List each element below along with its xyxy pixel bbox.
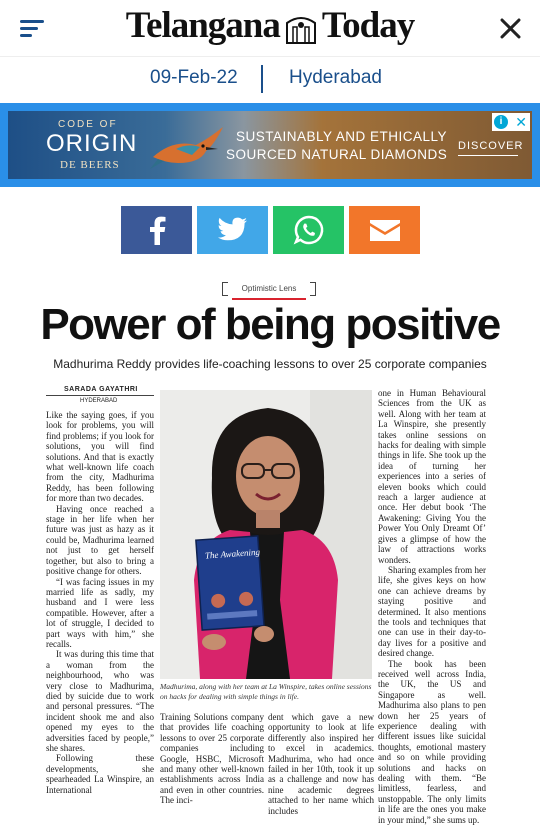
adchoices-icon[interactable]: i (494, 115, 508, 129)
article-subhead: Madhurima Reddy provides life-coaching lessons to over 25 corporate companies (53, 357, 487, 371)
article-dateline: HYDERABAD (80, 398, 118, 404)
top-bar (0, 0, 540, 56)
article-photo (160, 390, 372, 679)
byline-rule (46, 395, 154, 396)
article-column-4 (378, 388, 486, 825)
edition-city[interactable]: Hyderabad (289, 67, 382, 88)
paragraph: Having once reached a stage in her life when her future was just as hazy as it could be, Madhurima learned not just to get herself together, but also to bring a positive change for others. (46, 503, 154, 577)
share-whatsapp-button[interactable] (273, 206, 344, 254)
ad-origin: ORIGIN (46, 130, 138, 157)
divider (261, 65, 263, 93)
article-column-3: dent which gave a new opportunity to look at life differently also inspired her to excel in academics. Madhurima, who had once failed in her 10th, took it up as a challenge and now has nine academic degrees attached to her name which includes (268, 712, 374, 816)
paragraph: Like the saying goes, if you look for problems, you will find problems; if you look for solutions, you will find solutions. And that is exactly what well-known life coach from the city, Madhurima Reddy, has been following for more than two decades. (46, 410, 154, 504)
share-twitter-button[interactable] (197, 206, 268, 254)
paragraph: The book has been received well across India, the UK, the US and Singapore as well. Madhurima also plans to pen down her 25 years of experience dealing with different issues like suicidal thoughts, emotional mastery and so on while providing solutions and hacks on dealing with them. “Be limitless, fearless, and unstoppable. The only limits in life are the ones you make in your mind,” she sums up. (378, 658, 486, 825)
bird-illustration (148, 119, 228, 175)
paragraph: It was during this time that a woman from the neighbourhood, who was very close to Madhurima, died by suicide due to work and personal pressures. “The incident shook me and also opened my eyes to the adversities faced by people,” she shares. (46, 649, 154, 753)
share-facebook-button[interactable] (121, 206, 192, 254)
email-icon (369, 218, 401, 242)
ad-discover-button[interactable]: DISCOVER (458, 140, 524, 152)
masthead-right: Today (321, 5, 415, 46)
twitter-icon (218, 217, 248, 243)
paragraph: “I was facing issues in my married life as sadly, my husband and I were less compatible. However, after a lot of struggle, I decided to part ways with him,” she recalls. (46, 576, 154, 649)
edition-date: 09-Feb-22 (150, 67, 238, 88)
share-email-button[interactable] (349, 206, 420, 254)
book-title: The Awakening (204, 546, 261, 561)
masthead-left: Telangana (125, 5, 280, 46)
ad-banner[interactable] (8, 111, 532, 179)
article-kicker: Optimistic Lens (222, 282, 316, 296)
ad-code-of: CODE OF (58, 119, 118, 130)
ad-discover-underline (458, 155, 518, 156)
article-headline: Power of being positive (40, 300, 500, 349)
facebook-icon (146, 215, 168, 245)
paragraph: Following these developments, she spearheaded La Winspire, an International (46, 753, 154, 795)
paragraph: Sharing examples from her life, she gives keys on how one can achieve dreams by staying positive and determined. It also mentions the tools and techniques that one can use in their day-to-day lives for a positive and desired change. (378, 564, 486, 659)
photo-caption: Madhurima, along with her team at La Winspire, takes online sessions on hacks for dealing with simple things in life. (160, 682, 372, 701)
article-column-2: Training Solutions company that provides life coaching lessons to over 25 corporate companies including Google, HSBC, Microsoft and many other well-known establishments across India and even in other countries. The inci- (160, 712, 264, 806)
close-icon[interactable] (498, 16, 522, 40)
ad-tagline-1: SUSTAINABLY AND ETHICALLY (236, 129, 448, 144)
masthead-logo[interactable] (110, 4, 430, 48)
ad-close-icon[interactable]: ✕ (515, 114, 527, 130)
menu-icon[interactable] (20, 20, 46, 38)
adchoices-badge[interactable] (492, 113, 530, 131)
article-column-1 (46, 410, 154, 805)
date-location-bar (0, 56, 540, 102)
ad-container (0, 103, 540, 187)
ad-tagline-2: SOURCED NATURAL DIAMONDS (226, 147, 448, 162)
paragraph: one in Human Behavioural Sciences from the UK as well. Along with her team at La Winspire, she presently takes online sessions on hacks for dealing with simple things in life. She took up the idea of turning her experiences into a series of eleven books which could reach a larger audience at once. Her debut book ‘The Awakening: Giving You the Power You Only Dreamt Of’ gives a glimpse of how the law of attractions works wonders. (378, 388, 486, 565)
emblem-icon (284, 13, 318, 45)
whatsapp-icon (294, 215, 324, 245)
portrait-illustration (160, 390, 372, 679)
article-byline: SARADA GAYATHRI (64, 386, 138, 393)
ad-brand: DE BEERS (60, 159, 120, 171)
